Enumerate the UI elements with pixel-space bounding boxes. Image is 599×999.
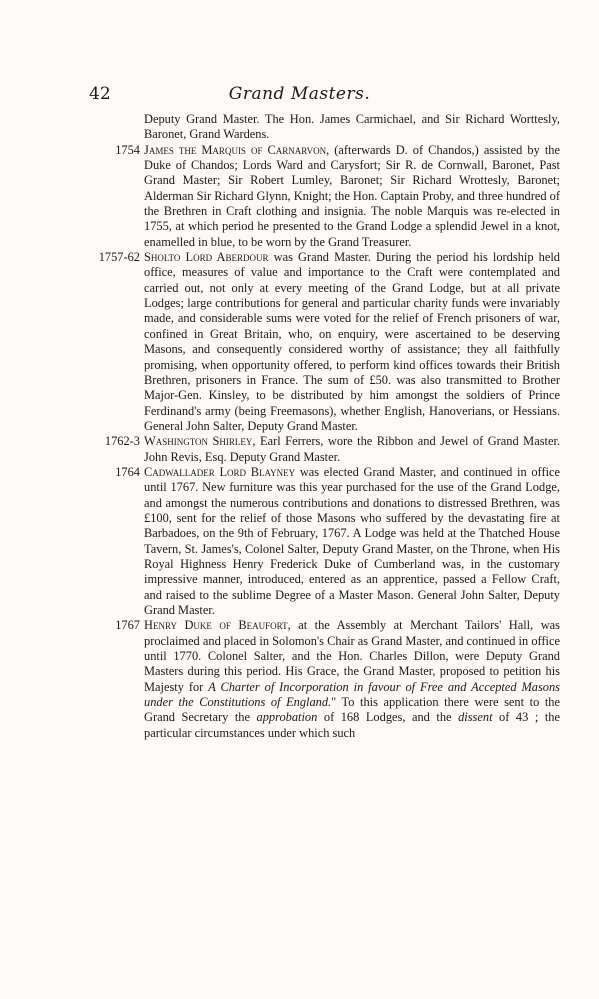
entry-year: 1764 — [115, 464, 140, 479]
entry-1764 — [96, 465, 560, 618]
entry-text: (afterwards D. of Chandos,) assisted by the Duke of Chandos; Lords Ward and Carysfort; Sir R. de Cornwall, Baronet, Past Grand Master; Sir Robert Lumley, Baronet; Sir Richard Wrottesly, Baronet; Alderman Sir Richard Glynn, Knight; the Hon. Captain Proby, and three hundred of the Brethren in Craft clothing and insignia. The noble Marquis was re-elected in 1755, at which period he presented to the Grand Lodge a splendid Jewel in a knot, enamelled in blue, to be worn by the Grand Treasurer. — [144, 142, 560, 249]
entry-text-italic-approbation: approbation — [256, 710, 318, 725]
entry-text-2: " To this application there were sent to the Grand Secretary the — [144, 695, 560, 725]
continued-paragraph: Deputy Grand Master. The Hon. James Carmichael, and Sir Richard Worttesly, Baronet, Grand Wardens. — [144, 112, 560, 142]
entry-year: 1762-3 — [104, 434, 140, 449]
entry-1767 — [96, 618, 560, 741]
entry-text: Earl Ferrers, wore the Ribbon and Jewel of Grand Master. John Revis, Esq. Deputy Grand Master. — [144, 434, 560, 464]
entry-name: Cadwallader Lord Blayney — [144, 464, 296, 479]
entry-text: was Grand Master. During the period his lordship held office, measures of value and importance to the Craft were contemplated and carried out, not only at every meeting of the Grand Lodge, but at all private Lodges; large contributions for general and particular charity funds were invariably made, and considerable sums were voted for the relief of French prisoners of war, confined in Great Britain, who, on enquiry, were ascertained to be deserving Masons, and consequently considered worthy of assistance; they all faithfully promising, when opportunity offered, to perform kind offices towards their British Brethren, prisoners in France. The sum of £50. was also transmitted to Brother Major-Gen. Kinsley, to be distributed by him amongst the soldiers of Prince Ferdinand's army (being Freemasons), whether English, Hanoverians, or Hessians. General John Salter, Deputy Grand Master. — [144, 250, 560, 433]
entry-name: Sholto Lord Aberdour — [144, 250, 269, 265]
running-title: Grand Masters. — [228, 84, 371, 104]
entry-year: 1757-62 — [98, 250, 140, 265]
entry-year: 1754 — [115, 142, 140, 157]
body-text — [96, 112, 560, 741]
entry-year: 1767 — [115, 618, 140, 633]
entry-1754 — [96, 143, 560, 250]
page-number: 42 — [89, 84, 111, 104]
entry-1757-62 — [96, 250, 560, 434]
entry-text-4: of 168 Lodges, and the — [317, 710, 459, 725]
entry-text-italic-dissent: dissent — [458, 710, 493, 725]
entry-name: Washington Shirley, — [144, 434, 256, 449]
entry-text-italic-charter: A Charter of Incorporation in favour of Free and Accepted Masons under the Constitutions of England. — [144, 679, 560, 710]
entry-1762-3 — [96, 434, 560, 465]
entry-text-0: at the Assembly at Merchant Tailors' Hall, was proclaimed and placed in Solomon's Chair as Grand Master, and continued in office until 1770. Colonel Salter, and the Hon. Charles Dillon, were Deputy Grand Masters during this period. His Grace, the Grand Master, proposed to petition his Majesty for — [144, 618, 560, 694]
entry-text: was elected Grand Master, and continued in office until 1767. New furniture was this year purchased for the use of the Grand Lodge, and amongst the numerous contributions and donations to distressed Brethren, was £100, sent for the relief of those Masons who suffered by the devastating fire at Barbadoes, on the 9th of February, 1767. A Lodge was held at the Thatched House Tavern, St. James's, Colonel Salter, Deputy Grand Master, on the Throne, when His Royal Highness Henry Frederick Duke of Cumberland was, in the customary impressive manner, introduced, entered as an apprentice, passed a Fellow Craft, and raised to the sublime Degree of a Master Mason. General John Salter, Deputy Grand Master. — [144, 464, 561, 617]
entry-name: Henry Duke of Beaufort, — [144, 618, 291, 633]
entry-text-6: of 43 ; the particular circumstances under which such — [144, 710, 560, 740]
entry-name: James the Marquis of Carnarvon, — [144, 142, 330, 157]
